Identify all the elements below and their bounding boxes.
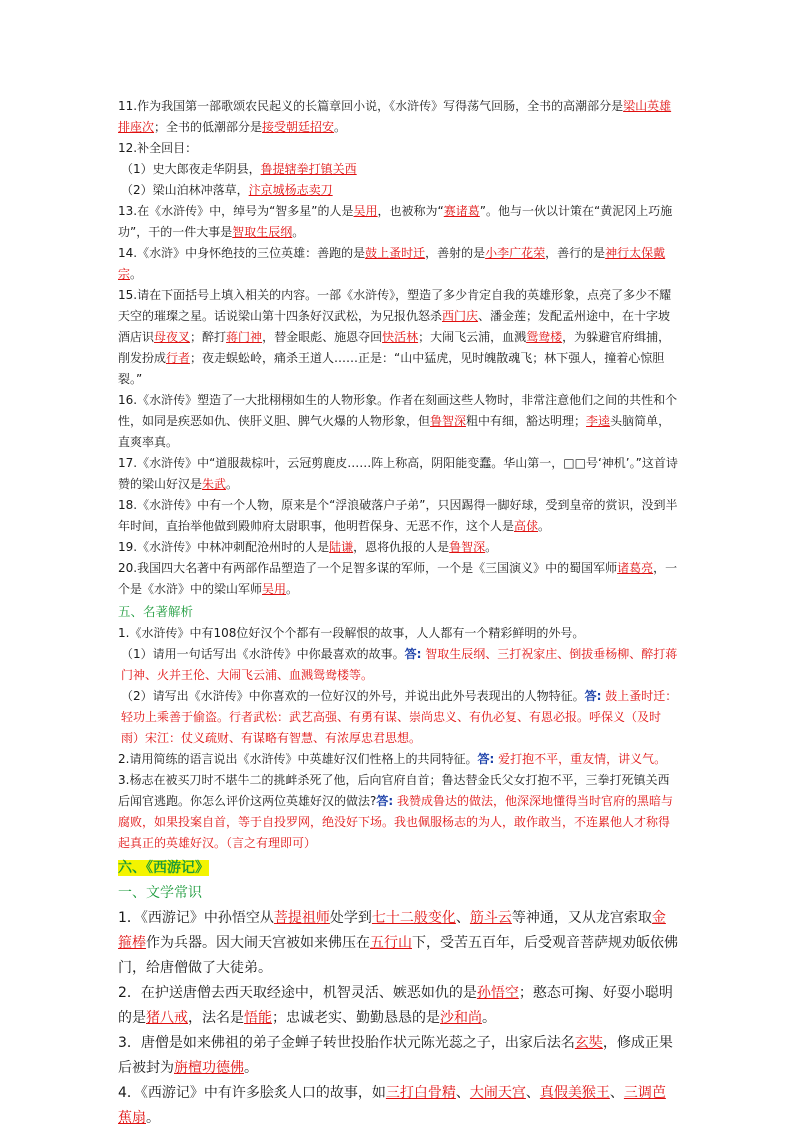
answer-blank: 金箍棒 xyxy=(118,910,666,951)
question-text: 17.《水浒传》中“道服裁棕叶，云冠剪鹿皮……阵上称高，阴阳能变蠢。华山第一，□□号‘神机’。”这首诗赞的梁山好汉是 xyxy=(118,456,678,491)
answer-blank: 孙悟空 xyxy=(476,985,519,1001)
answer-blank: 赛诸葛 xyxy=(443,204,480,218)
question-text: 13.在《水浒传》中，绰号为“智多星”的人是 xyxy=(118,204,354,218)
answer-blank: 西门庆 xyxy=(442,309,479,323)
question-text: 2.请用简练的语言说出《水浒传》中英雄好汉们性格上的共同特征。 xyxy=(118,752,478,766)
answer-text: 我赞成鲁达的做法，他深深地懂得当时官府的黑暗与腐败，如果投案自首，等于自投罗网，绝没好下场。我也佩服杨志的为人，敢作敢当，不连累他人才称得起真正的英雄好汉。（言之有理即可） xyxy=(118,794,674,850)
question-text: 19.《水浒传》中林冲刺配沧州时的人是 xyxy=(118,540,330,554)
answer-label: 答: xyxy=(584,689,602,703)
question-18 xyxy=(118,495,678,537)
question-text: 4．《西游记》中有许多脍炙人口的故事，如 xyxy=(118,1085,386,1101)
question-text: ，也被称为“ xyxy=(377,204,444,218)
question-text: （2）梁山泊林冲落草， xyxy=(121,183,249,197)
answer-blank: 小李广花荣 xyxy=(485,246,546,260)
answer-label: 答: xyxy=(376,794,394,808)
question-13 xyxy=(118,201,678,243)
answer-blank: 鲁智深 xyxy=(449,540,486,554)
answer-blank: 鲁智深 xyxy=(430,414,467,428)
question-text: 。 xyxy=(286,582,299,596)
question-text: 12.补全回目： xyxy=(118,141,198,155)
answer-blank: 菩提祖师 xyxy=(273,910,330,926)
question-text: 。 xyxy=(538,519,551,533)
answer-blank: 高俅 xyxy=(514,519,539,533)
analysis-1-1 xyxy=(118,644,678,686)
xiyou-question-2 xyxy=(118,981,678,1031)
question-text: 20.我国四大名著中有两部作品塑造了一个足智多谋的军师，一个是《三国演义》中的蜀国军师 xyxy=(118,561,618,575)
question-text: ；醉打 xyxy=(190,330,227,344)
answer-blank: 接受朝廷招安 xyxy=(262,120,335,134)
answer-blank: 旃檀功德佛 xyxy=(174,1060,244,1076)
question-text: 、 xyxy=(455,910,470,926)
question-text: 粗中有细，豁达明理； xyxy=(466,414,587,428)
answer-blank: 行者 xyxy=(166,351,191,365)
question-text: 。 xyxy=(292,225,305,239)
question-text: 、 xyxy=(525,1085,540,1101)
section-5-heading: 五、名著解析 xyxy=(118,604,194,619)
answer-blank: 五行山 xyxy=(370,935,412,951)
answer-label: 答: xyxy=(404,647,422,661)
answer-blank: 三调芭蕉扇 xyxy=(118,1085,666,1126)
question-text: 、 xyxy=(455,1085,470,1101)
answer-blank: 蒋门神 xyxy=(226,330,263,344)
answer-blank: 朱武 xyxy=(202,477,227,491)
question-text: 3.杨志在被买刀时不堪牛二的挑衅杀死了他，后向官府自首；鲁达替金氏父女打抱不平，三拳打死镇关西后闻官逃跑。你怎么评价这两位英雄好汉的做法? xyxy=(118,773,670,808)
question-12 xyxy=(118,138,678,159)
answer-blank: 鲁提辖拳打镇关西 xyxy=(260,162,357,176)
question-19 xyxy=(118,537,678,558)
question-text: ，一个是《水浒》中的梁山军师 xyxy=(118,561,678,596)
analysis-2 xyxy=(118,749,678,770)
answer-blank: 猪八戒 xyxy=(146,1010,188,1026)
question-text: ；大闹飞云浦，血溅 xyxy=(418,330,527,344)
question-12-2 xyxy=(118,180,678,201)
question-text: 下，受苦五百年，后受观音菩萨规劝皈依佛门，给唐僧做了大徒弟。 xyxy=(118,935,678,976)
answer-text: 鼓上蚤时迁：轻功上乘善于偷盗。行者武松：武艺高强、有勇有谋、崇尚忠义、有仇必复、有恩必报。呼保义（及时雨）宋江：仗义疏财、有谋略有智慧、有浓厚忠君思想。 xyxy=(121,689,678,745)
question-15 xyxy=(118,285,678,390)
answer-blank: 沙和尚 xyxy=(440,1010,482,1026)
question-11 xyxy=(118,96,678,138)
question-text: 作为兵器。因大闹天宫被如来佛压在 xyxy=(146,935,370,951)
question-text: 、 xyxy=(609,1085,624,1101)
answer-blank: 鼓上蚤时迁 xyxy=(365,246,426,260)
question-text: 。 xyxy=(482,1010,496,1026)
answer-blank: 吴用 xyxy=(262,582,287,596)
question-text: 2．在护送唐僧去西天取经途中，机智灵活、嫉恶如仇的是 xyxy=(118,985,477,1001)
question-text: 18.《水浒传》中有一个人物，原来是个“浮浪破落户子弟”，只因踢得一脚好球，受到皇帝的赏识，没到半年时间，直抬举他做到殿帅府太尉职事，他明哲保身、无恶不作，这个人是 xyxy=(118,498,678,533)
question-text: ；夜走蜈蚣岭，痛杀王道人……正是：“山中猛虎，见时魄散魂飞；林下强人，撞着心惊胆裂。” xyxy=(118,351,665,386)
question-text: ，善行的是 xyxy=(545,246,606,260)
analysis-3 xyxy=(118,770,678,854)
answer-label: 答: xyxy=(477,752,495,766)
answer-text: 智取生辰纲、三打祝家庄、倒拔垂杨柳、醉打蒋门神、火并王伦、大闹飞云浦、血溅鸳鸯楼等。 xyxy=(121,647,678,682)
xiyou-question-4 xyxy=(118,1081,678,1131)
question-12-1 xyxy=(118,159,678,180)
question-text: 。 xyxy=(146,1110,160,1126)
answer-text: 爱打抱不平，重友情，讲义气。 xyxy=(494,752,667,766)
answer-blank: 三打白骨精 xyxy=(385,1085,456,1101)
answer-blank: 诸葛亮 xyxy=(617,561,654,575)
answer-blank: 汴京城杨志卖刀 xyxy=(248,183,333,197)
question-text: ，替金眼彪、施恩夺回 xyxy=(262,330,383,344)
question-text: 头脑简单，直爽率真。 xyxy=(118,414,671,449)
xiyou-question-1 xyxy=(118,906,678,981)
xiyou-question-3 xyxy=(118,1031,678,1081)
question-text: ，恩将仇报的人是 xyxy=(353,540,450,554)
question-text: 。 xyxy=(485,540,498,554)
answer-blank: 筋斗云 xyxy=(469,910,512,926)
question-14 xyxy=(118,243,678,285)
analysis-1 xyxy=(118,623,678,644)
answer-blank: 大闹天宫 xyxy=(469,1085,526,1101)
answer-blank: 快活林 xyxy=(382,330,419,344)
question-20 xyxy=(118,558,678,600)
section-6-title: 六、《西游记》 xyxy=(118,860,209,876)
answer-blank: 悟能 xyxy=(244,1010,272,1026)
question-text: ；全书的低潮部分是 xyxy=(154,120,263,134)
answer-blank: 陆谦 xyxy=(329,540,354,554)
question-text: ；忠诚老实、勤勤恳恳的是 xyxy=(272,1010,440,1026)
question-text: 1．《西游记》中孙悟空从 xyxy=(118,910,274,926)
section-6-heading xyxy=(118,855,678,880)
question-text: 16.《水浒传》塑造了一大批栩栩如生的人物形象。作者在刻画这些人物时，非常注意他们之间的共性和个性，如同是疾恶如仇、侠肝义胆、脾气火爆的人物形象，但 xyxy=(118,393,678,428)
question-text: ，修成正果后被封为 xyxy=(118,1035,673,1076)
answer-blank: 吴用 xyxy=(353,204,378,218)
answer-blank: 母夜叉 xyxy=(154,330,191,344)
question-text: （1）请用一句话写出《水浒传》中你最喜欢的故事。 xyxy=(121,647,405,661)
answer-blank: 梁山英雄排座次 xyxy=(118,99,672,134)
question-text: ，为躲避官府缉捕，削发扮成 xyxy=(118,330,671,365)
question-text: 3．唐僧是如来佛祖的弟子金蝉子转世投胎作状元陈光蕊之子，出家后法名 xyxy=(118,1035,575,1051)
answer-blank: 鸳鸯楼 xyxy=(526,330,563,344)
question-text: 。 xyxy=(334,120,347,134)
answer-blank: 智取生辰纲 xyxy=(232,225,293,239)
question-17 xyxy=(118,453,678,495)
question-text: 。 xyxy=(226,477,239,491)
question-16 xyxy=(118,390,678,453)
question-text: 处学到 xyxy=(329,910,372,926)
answer-blank: 七十二般变化 xyxy=(371,910,456,926)
question-text: 1.《水浒传》中有108位好汉个个都有一段解恨的故事，人人都有一个精彩鲜明的外号。 xyxy=(118,626,585,640)
question-text: ”。他与一伙以计策在“黄泥冈上巧施功”，干的一件大事是 xyxy=(118,204,673,239)
answer-blank: 李逵 xyxy=(586,414,611,428)
question-text: 等神通，又从龙宫索取 xyxy=(511,910,652,926)
answer-blank: 玄奘 xyxy=(574,1035,603,1051)
answer-blank: 神行太保戴宗 xyxy=(118,246,666,281)
document-page xyxy=(118,96,678,1131)
question-text: 。 xyxy=(130,267,143,281)
question-text: 。 xyxy=(244,1060,258,1076)
question-text: 14.《水浒》中身怀绝技的三位英雄：善跑的是 xyxy=(118,246,366,260)
question-text: （1）史大郎夜走华阴县， xyxy=(121,162,261,176)
answer-blank: 真假美猴王 xyxy=(539,1085,610,1101)
analysis-1-2 xyxy=(118,686,678,749)
question-text: ，法名是 xyxy=(188,1010,244,1026)
question-text: ，善射的是 xyxy=(425,246,486,260)
question-text: 15.请在下面括号上填入相关的内容。一部《水浒传》，塑造了多少肯定自我的英雄形象，点亮了多少不耀天空的璀璨之星。话说梁山第十四条好汉武松，为兄报仇怒杀 xyxy=(118,288,672,323)
question-text: ；憨态可掬、好耍小聪明的是 xyxy=(118,985,673,1026)
section-6-subheading: 一、文学常识 xyxy=(118,885,202,901)
question-text: （2）请写出《水浒传》中你喜欢的一位好汉的外号，并说出此外号表现出的人物特征。 xyxy=(121,689,585,703)
question-text: 11.作为我国第一部歌颂农民起义的长篇章回小说，《水浒传》写得荡气回肠，全书的高潮部分是 xyxy=(118,99,624,113)
question-text: 、潘金莲；发配孟州途中，在十字坡酒店识 xyxy=(118,309,671,344)
